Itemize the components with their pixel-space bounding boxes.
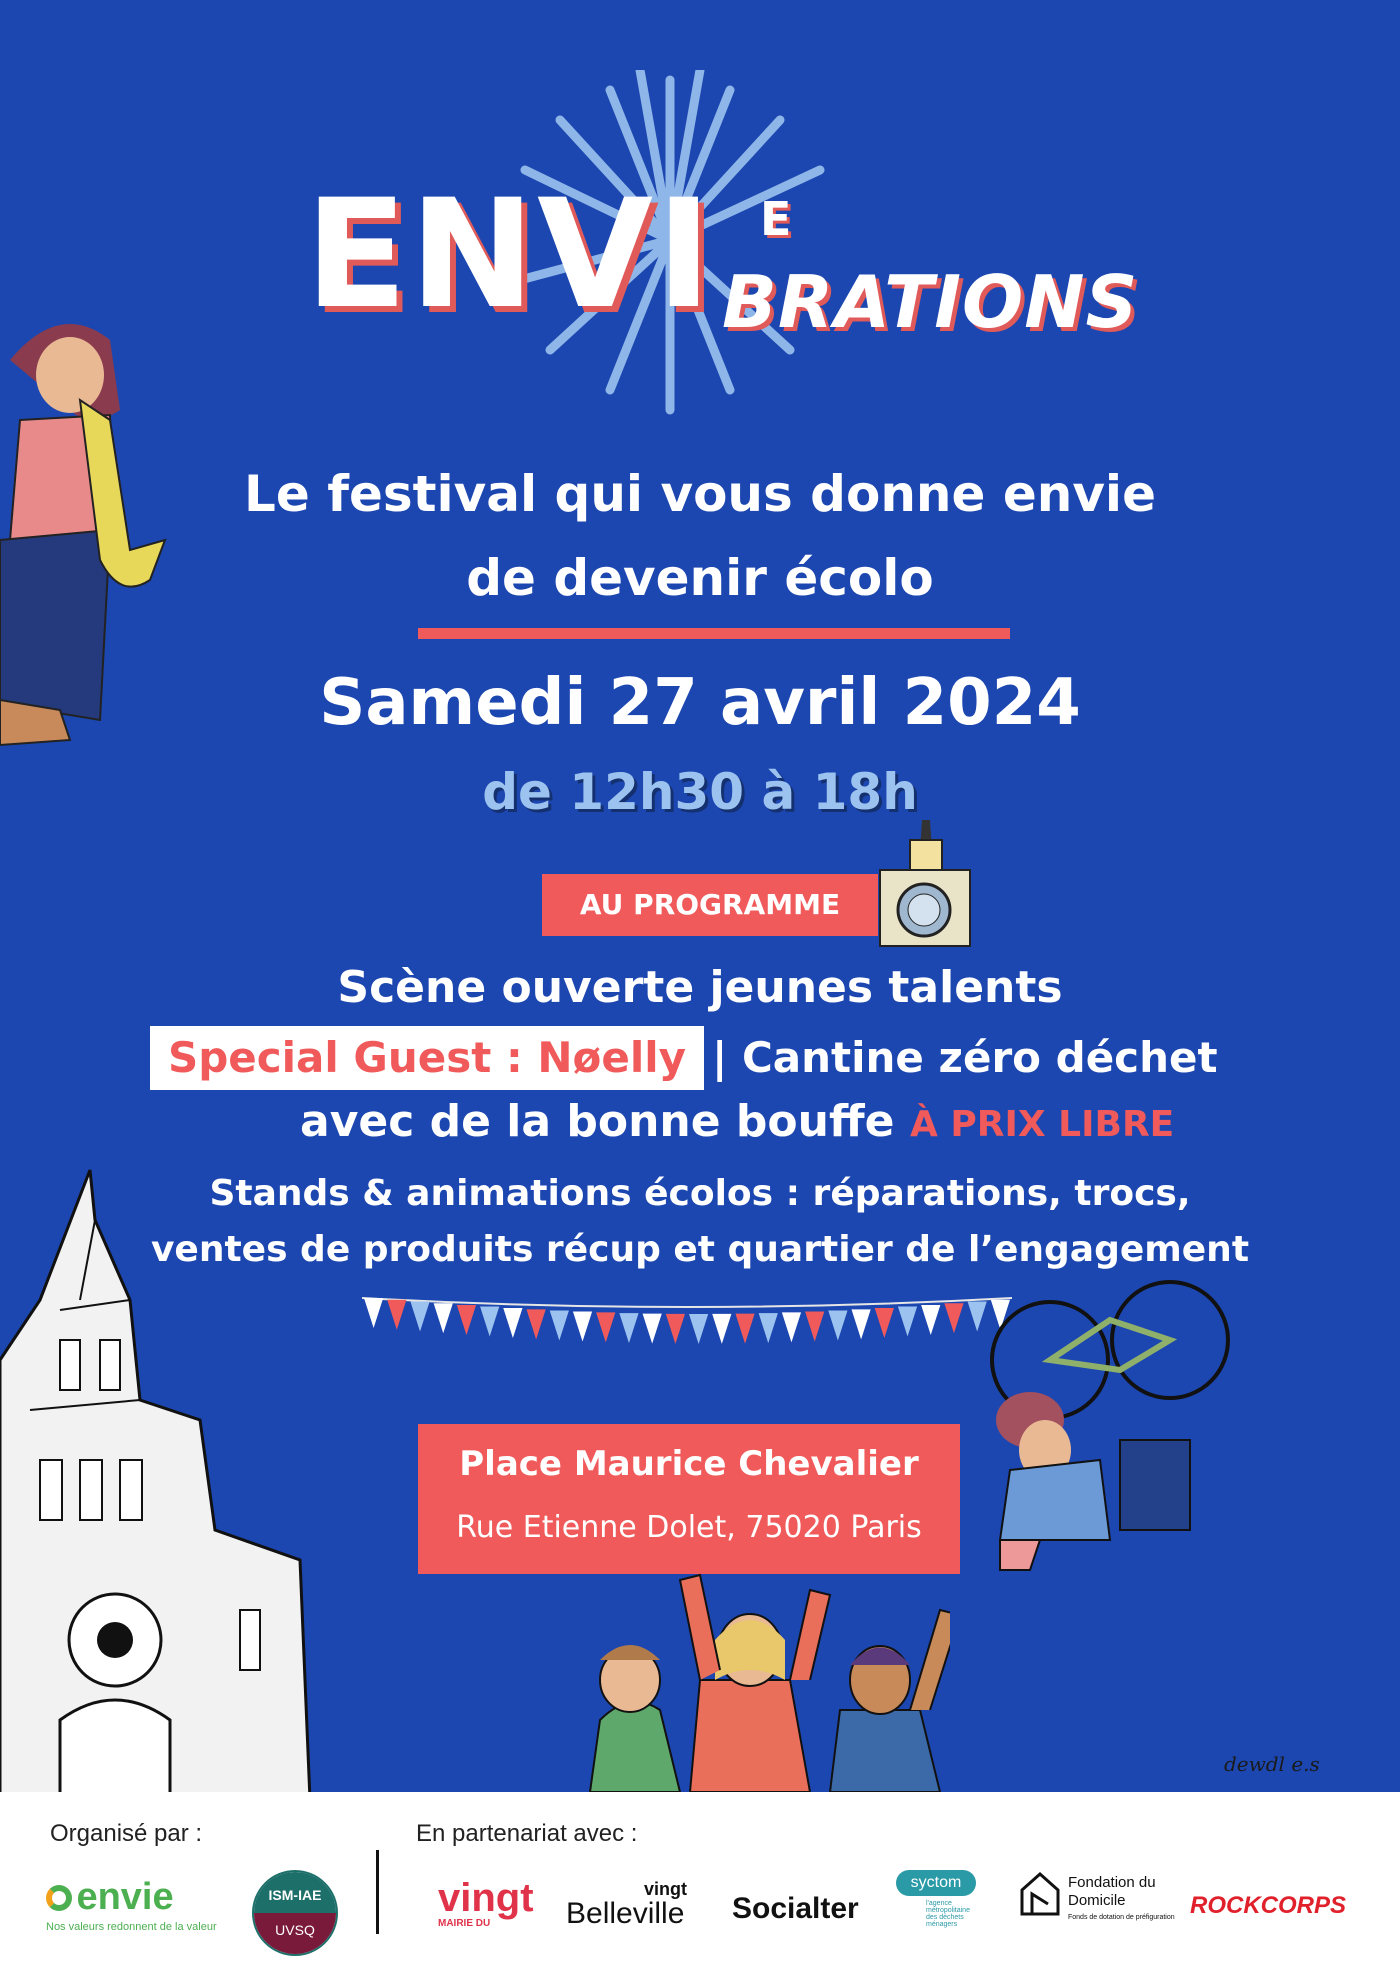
stands-line-2: ventes de produits récup et quartier de l’engagement (150, 1229, 1250, 1270)
bunting-flag (596, 1312, 615, 1342)
logo-text-i: I (656, 168, 712, 342)
bunting-flag (550, 1311, 569, 1341)
divider-line (418, 628, 1010, 639)
bunting-flag (480, 1307, 499, 1337)
bunting-flag (527, 1309, 546, 1339)
logo-text-env: ENV (305, 168, 656, 342)
footer (0, 1792, 1400, 1980)
church-illustration (0, 1160, 330, 1792)
bicycle-carrier-illustration (970, 1280, 1230, 1580)
festival-tagline (0, 452, 1400, 620)
syctom-logo (896, 1870, 976, 1928)
envie-logo (46, 1876, 246, 1933)
mairie-vingt-logo (438, 1878, 534, 1929)
festival-logo (290, 70, 1139, 430)
tagline-line-1: Le festival qui vous donne envie (244, 465, 1156, 523)
bunting-flag (434, 1303, 453, 1333)
belleville-text: Belleville (566, 1897, 685, 1930)
bunting-flag (387, 1300, 406, 1330)
venue-address: Rue Etienne Dolet, 75020 Paris (456, 1510, 922, 1545)
bunting-flag (944, 1303, 963, 1333)
ism-iae-top: ISM-IAE (254, 1872, 336, 1913)
bunting-flag (619, 1313, 638, 1343)
ism-iae-bottom: UVSQ (254, 1913, 336, 1954)
program-badge: AU PROGRAMME (542, 874, 878, 936)
bunting-flag (712, 1314, 731, 1344)
syctom-text: syctom (896, 1870, 976, 1896)
bunting-flag (666, 1314, 685, 1344)
special-guest-label: Special Guest : Nøelly (150, 1026, 704, 1090)
vingt-sub: MAIRIE DU (438, 1918, 491, 1929)
bunting-flag (782, 1312, 801, 1342)
program-cantine: | Cantine zéro déchet (712, 1033, 1218, 1082)
logo-text-brations: BRATIONS (722, 260, 1139, 344)
venue-box (418, 1424, 960, 1574)
rockcorps-logo: ROCKCORPS (1190, 1892, 1347, 1919)
bunting-flag (875, 1308, 894, 1338)
footer-divider (376, 1850, 379, 1934)
bunting-flag (828, 1311, 847, 1341)
bunting-flag (457, 1305, 476, 1335)
envie-circle-icon (46, 1885, 72, 1911)
envie-slogan: Nos valeurs redonnent de la valeur (46, 1921, 217, 1933)
program-guest-row (150, 1026, 1250, 1096)
bunting-flag (689, 1314, 708, 1344)
program-open-stage: Scène ouverte jeunes talents (337, 962, 1063, 1013)
program-price-badge: À PRIX LIBRE (910, 1104, 1175, 1145)
bunting-flag (573, 1312, 592, 1342)
tagline-line-2: de devenir écolo (466, 549, 934, 607)
syctom-sub: l'agence métropolitaine des déchets ménagers (926, 1900, 970, 1928)
vingt-text: vingt (438, 1876, 534, 1920)
bunting-decoration (362, 1290, 1012, 1350)
fondation-sub: Fonds de dotation de préfiguration (1068, 1914, 1175, 1921)
partners-label: En partenariat avec : (416, 1820, 638, 1847)
event-time: de 12h30 à 18h (482, 763, 918, 821)
fondation-text: Fondation du Domicile (1068, 1874, 1156, 1909)
bunting-flag (759, 1313, 778, 1343)
stands-line-1: Stands & animations écolos : réparations, trocs, (209, 1173, 1191, 1214)
belleville-logo (566, 1880, 687, 1930)
bunting-flag (852, 1309, 871, 1339)
crowd-illustration (570, 1560, 950, 1792)
belleville-small: vingt (644, 1879, 687, 1899)
bunting-flag (805, 1312, 824, 1342)
venue-name: Place Maurice Chevalier (459, 1444, 919, 1484)
bunting-flag (898, 1307, 917, 1337)
washing-machine-illustration (874, 810, 978, 950)
organised-by-label: Organisé par : (50, 1820, 203, 1847)
artist-signature: dewdl e.s (1224, 1752, 1320, 1776)
house-icon (1018, 1870, 1062, 1918)
program-food: avec de la bonne bouffe (300, 1096, 895, 1147)
ism-iae-logo (252, 1870, 338, 1956)
envie-name: envie (76, 1876, 174, 1918)
bunting-flag (364, 1298, 383, 1328)
bunting-flag (921, 1305, 940, 1335)
bunting-flag (643, 1314, 662, 1344)
bunting-flag (503, 1308, 522, 1338)
bunting-flag (410, 1302, 429, 1332)
bunting-flag (735, 1314, 754, 1344)
event-date: Samedi 27 avril 2024 (319, 666, 1081, 740)
logo-text-e: E (760, 192, 792, 246)
socialter-logo: Socialter (732, 1892, 859, 1925)
